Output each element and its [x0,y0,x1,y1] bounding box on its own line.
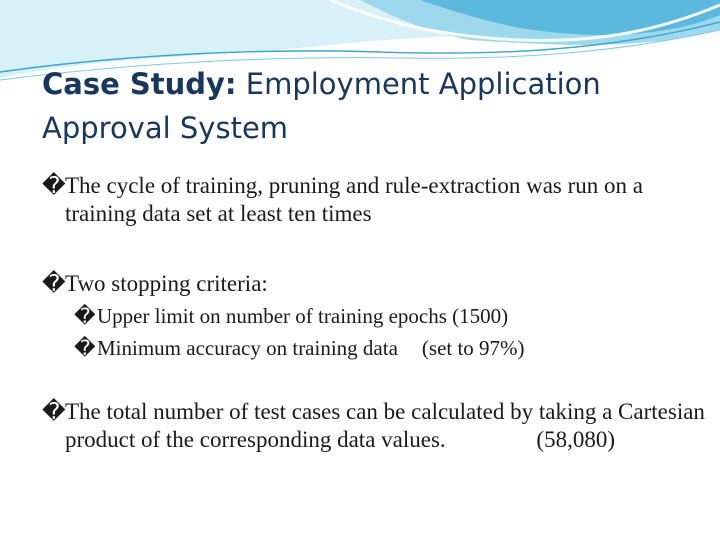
bullet-text: The total number of test cases can be calculated by taking a Cartesian product of the corresponding data values. [65,399,705,452]
bullet-marker: � [42,399,66,424]
bullet-test-cases [42,398,705,454]
subbullet-epochs [74,300,697,332]
title-bold: Case Study: [42,67,237,101]
bullet-text: Minimum accuracy on training data [97,336,398,360]
bullet-marker: � [42,173,66,198]
slide-title [42,62,682,150]
bullet-training-cycle [42,172,705,228]
bullet-text: The cycle of training, pruning and rule-extraction was run on a training data set at least ten times [65,173,643,226]
bullet-text: Upper limit on number of training epochs (1500) [97,304,509,328]
bullet-aside: (58,080) [536,427,615,452]
subbullet-accuracy [74,332,697,364]
bullet-marker: � [42,271,66,296]
bullet-marker: � [74,336,96,360]
bullet-marker: � [74,304,96,328]
title-rest: Employment Application Approval System [42,67,601,145]
bullet-text: Two stopping criteria: [65,271,268,296]
bullet-aside: (set to 97%) [421,336,525,360]
bullet-stopping-criteria [42,270,705,298]
